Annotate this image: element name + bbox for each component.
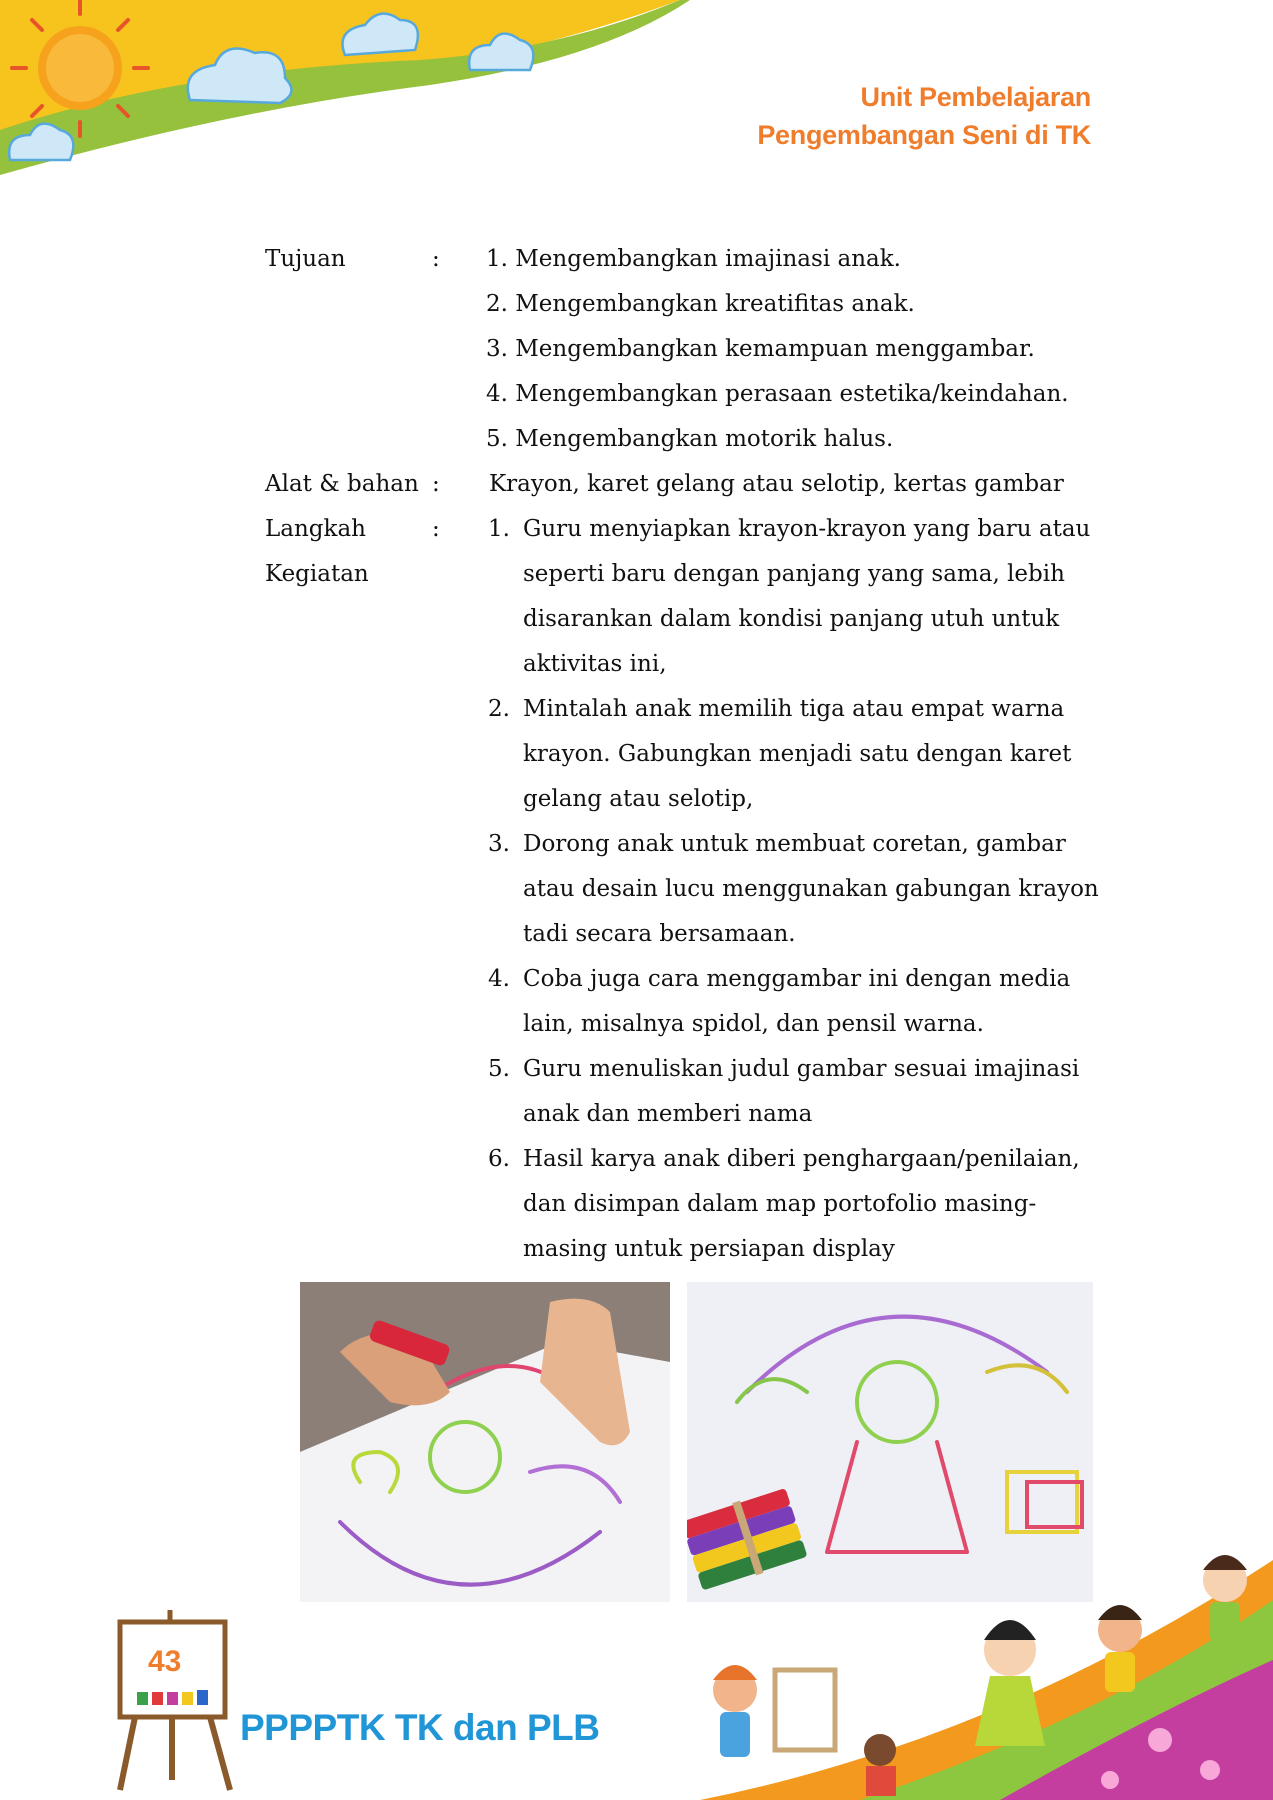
unit-title-line1: Unit Pembelajaran: [860, 82, 1091, 112]
easel-icon: [120, 1610, 230, 1790]
tujuan-item: 2. Mengembangkan kreatifitas anak.: [486, 291, 915, 317]
step-line: Guru menuliskan judul gambar sesuai imajinasi: [523, 1056, 1080, 1082]
step-line: aktivitas ini,: [523, 651, 667, 677]
tujuan-label: Tujuan: [265, 246, 346, 272]
unit-title: [757, 78, 1091, 154]
step-number: 5.: [488, 1056, 510, 1082]
header-decoration: [0, 0, 700, 175]
step-line: Mintalah anak memilih tiga atau empat warna: [523, 696, 1065, 722]
step-line: Dorong anak untuk membuat coretan, gambar: [523, 831, 1066, 857]
tujuan-item: 3. Mengembangkan kemampuan menggambar.: [486, 336, 1035, 362]
step-line: Guru menyiapkan krayon-krayon yang baru atau: [523, 516, 1091, 542]
footer-decoration: [0, 1540, 1273, 1800]
step-number: 3.: [488, 831, 510, 857]
step-line: dan disimpan dalam map portofolio masing-: [523, 1191, 1037, 1217]
alat-label: Alat & bahan: [265, 471, 419, 497]
alat-colon: :: [432, 471, 440, 497]
step-line: atau desain lucu menggunakan gabungan krayon: [523, 876, 1099, 902]
step-line: lain, misalnya spidol, dan pensil warna.: [523, 1011, 984, 1037]
step-line: Hasil karya anak diberi penghargaan/penilaian,: [523, 1146, 1080, 1172]
step-line: Coba juga cara menggambar ini dengan media: [523, 966, 1071, 992]
step-number: 2.: [488, 696, 510, 722]
step-line: masing untuk persiapan display: [523, 1236, 895, 1262]
tujuan-colon: :: [432, 246, 440, 272]
step-number: 1.: [488, 516, 510, 542]
step-line: gelang atau selotip,: [523, 786, 754, 812]
tujuan-item: 4. Mengembangkan perasaan estetika/keindahan.: [486, 381, 1069, 407]
step-line: anak dan memberi nama: [523, 1101, 813, 1127]
step-line: seperti baru dengan panjang yang sama, lebih: [523, 561, 1065, 587]
org-name: PPPPTK TK dan PLB: [240, 1707, 600, 1748]
step-line: tadi secara bersamaan.: [523, 921, 796, 947]
tujuan-item: 5. Mengembangkan motorik halus.: [486, 426, 894, 452]
langkah-colon: :: [432, 516, 440, 542]
step-line: disarankan dalam kondisi panjang utuh untuk: [523, 606, 1060, 632]
langkah-label: Langkah: [265, 516, 366, 542]
tujuan-item: 1. Mengembangkan imajinasi anak.: [486, 246, 901, 272]
kegiatan-label: Kegiatan: [265, 561, 369, 587]
paint-jars-icon: [137, 1690, 208, 1705]
step-line: krayon. Gabungkan menjadi satu dengan karet: [523, 741, 1072, 767]
unit-title-line2: Pengembangan Seni di TK: [757, 120, 1091, 150]
step-number: 4.: [488, 966, 510, 992]
step-number: 6.: [488, 1146, 510, 1172]
page-number: 43: [148, 1645, 182, 1678]
alat-value: Krayon, karet gelang atau selotip, kertas gambar: [489, 471, 1064, 497]
